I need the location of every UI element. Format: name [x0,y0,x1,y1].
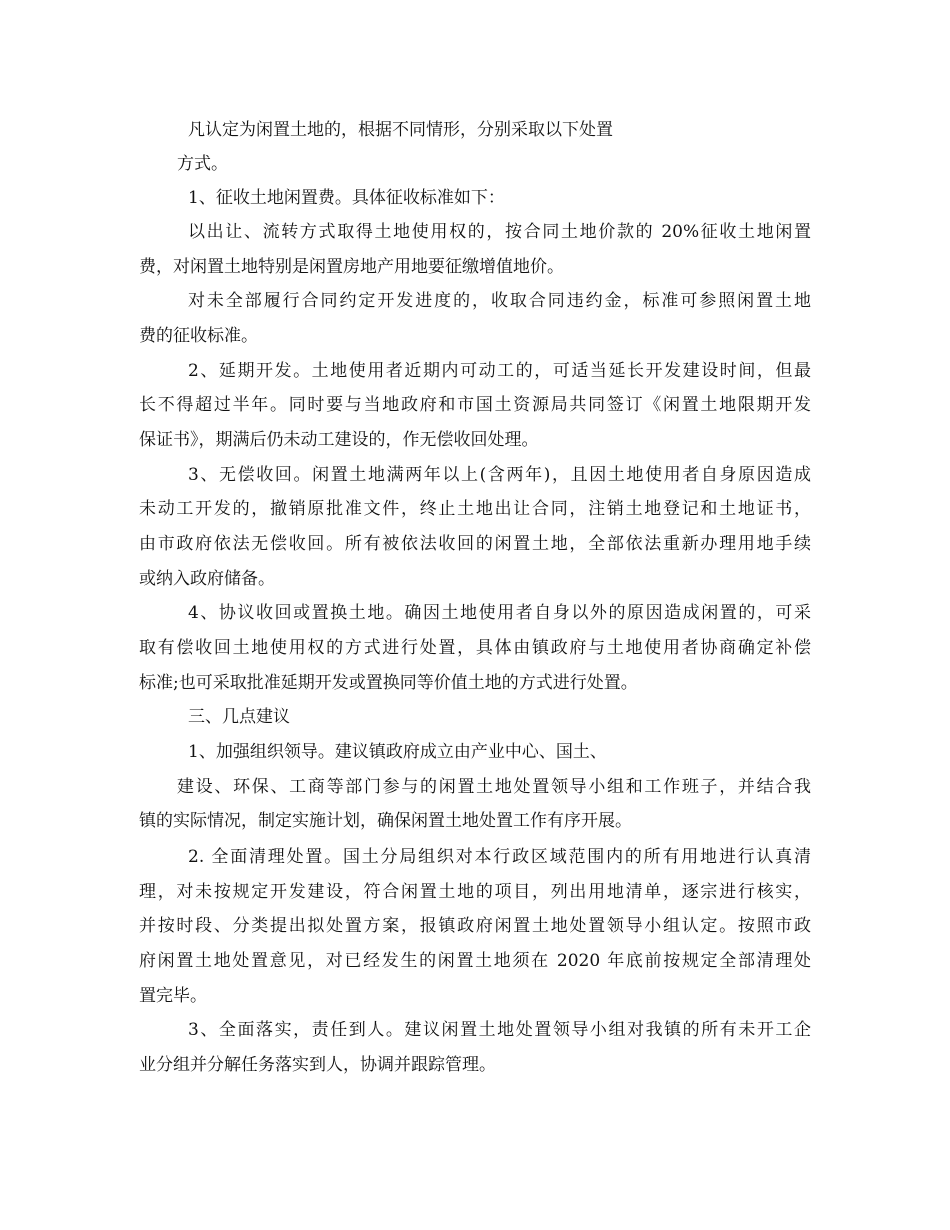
paragraph-line: 对未全部履行合同约定开发进度的，收取合同违约金，标准可参照闲置土地 [188,291,811,311]
paragraph-line: 长不得超过半年。同时要与当地政府和市国土资源局共同签订《闲置土地限期开发 [139,395,811,415]
paragraph-line: 未动工开发的，撤销原批准文件，终止土地出让合同，注销土地登记和土地证书， [139,499,811,519]
paragraph-line: 费，对闲置土地特别是闲置房地产用地要征缴增值地价。 [139,257,564,277]
paragraph-line: 府闲置土地处置意见，对已经发生的闲置土地须在 2020 年底前按规定全部清理处 [139,951,811,971]
paragraph-line: 方式。 [177,154,228,174]
paragraph-line: 4、协议收回或置换土地。确因土地使用者自身以外的原因造成闲置的，可采 [188,603,811,623]
paragraph-line: 并按时段、分类提出拟处置方案，报镇政府闲置土地处置领导小组认定。按照市政 [139,916,811,936]
paragraph-line: 由市政府依法无偿收回。所有被依法收回的闲置土地，全部依法重新办理用地手续 [139,534,811,554]
paragraph-line: 凡认定为闲置土地的，根据不同情形，分别采取以下处置 [188,120,613,140]
paragraph-line: 3、全面落实，责任到人。建议闲置土地处置领导小组对我镇的所有未开工企 [188,1020,811,1040]
section-heading: 三、几点建议 [188,707,290,727]
paragraph-line: 标准;也可采取批准延期开发或置换同等价值土地的方式进行处置。 [139,673,638,693]
paragraph-line: 镇的实际情况，制定实施计划，确保闲置土地处置工作有序开展。 [139,811,632,831]
paragraph-line: 3、无偿收回。闲置土地满两年以上(含两年)，且因土地使用者自身原因造成 [188,465,811,485]
paragraph-line: 理，对未按规定开发建设，符合闲置土地的项目，列出用地清单，逐宗进行核实， [139,882,811,902]
paragraph-line: 业分组并分解任务落实到人，协调并跟踪管理。 [139,1055,496,1075]
paragraph-line: 1、加强组织领导。建议镇政府成立由产业中心、国土、 [188,742,607,762]
paragraph-line: 或纳入政府储备。 [139,569,275,589]
paragraph-line: 保证书》，期满后仍未动工建设的，作无偿收回处理。 [139,430,539,450]
paragraph-line: 置完毕。 [139,986,207,1006]
paragraph-line: 取有偿收回土地使用权的方式进行处置，具体由镇政府与土地使用者协商确定补偿 [139,638,811,658]
paragraph-line: 建设、环保、工商等部门参与的闲置土地处置领导小组和工作班子，并结合我 [177,777,811,797]
paragraph-line: 1、征收土地闲置费。具体征收标准如下： [188,188,505,208]
paragraph-line: 以出让、流转方式取得土地使用权的，按合同土地价款的 20%征收土地闲置 [188,222,811,242]
paragraph-line: 2、延期开发。土地使用者近期内可动工的，可适当延长开发建设时间，但最 [188,361,811,381]
paragraph-line: 费的征收标准。 [139,326,258,346]
paragraph-line: 2. 全面清理处置。国土分局组织对本行政区域范围内的所有用地进行认真清 [188,847,811,867]
